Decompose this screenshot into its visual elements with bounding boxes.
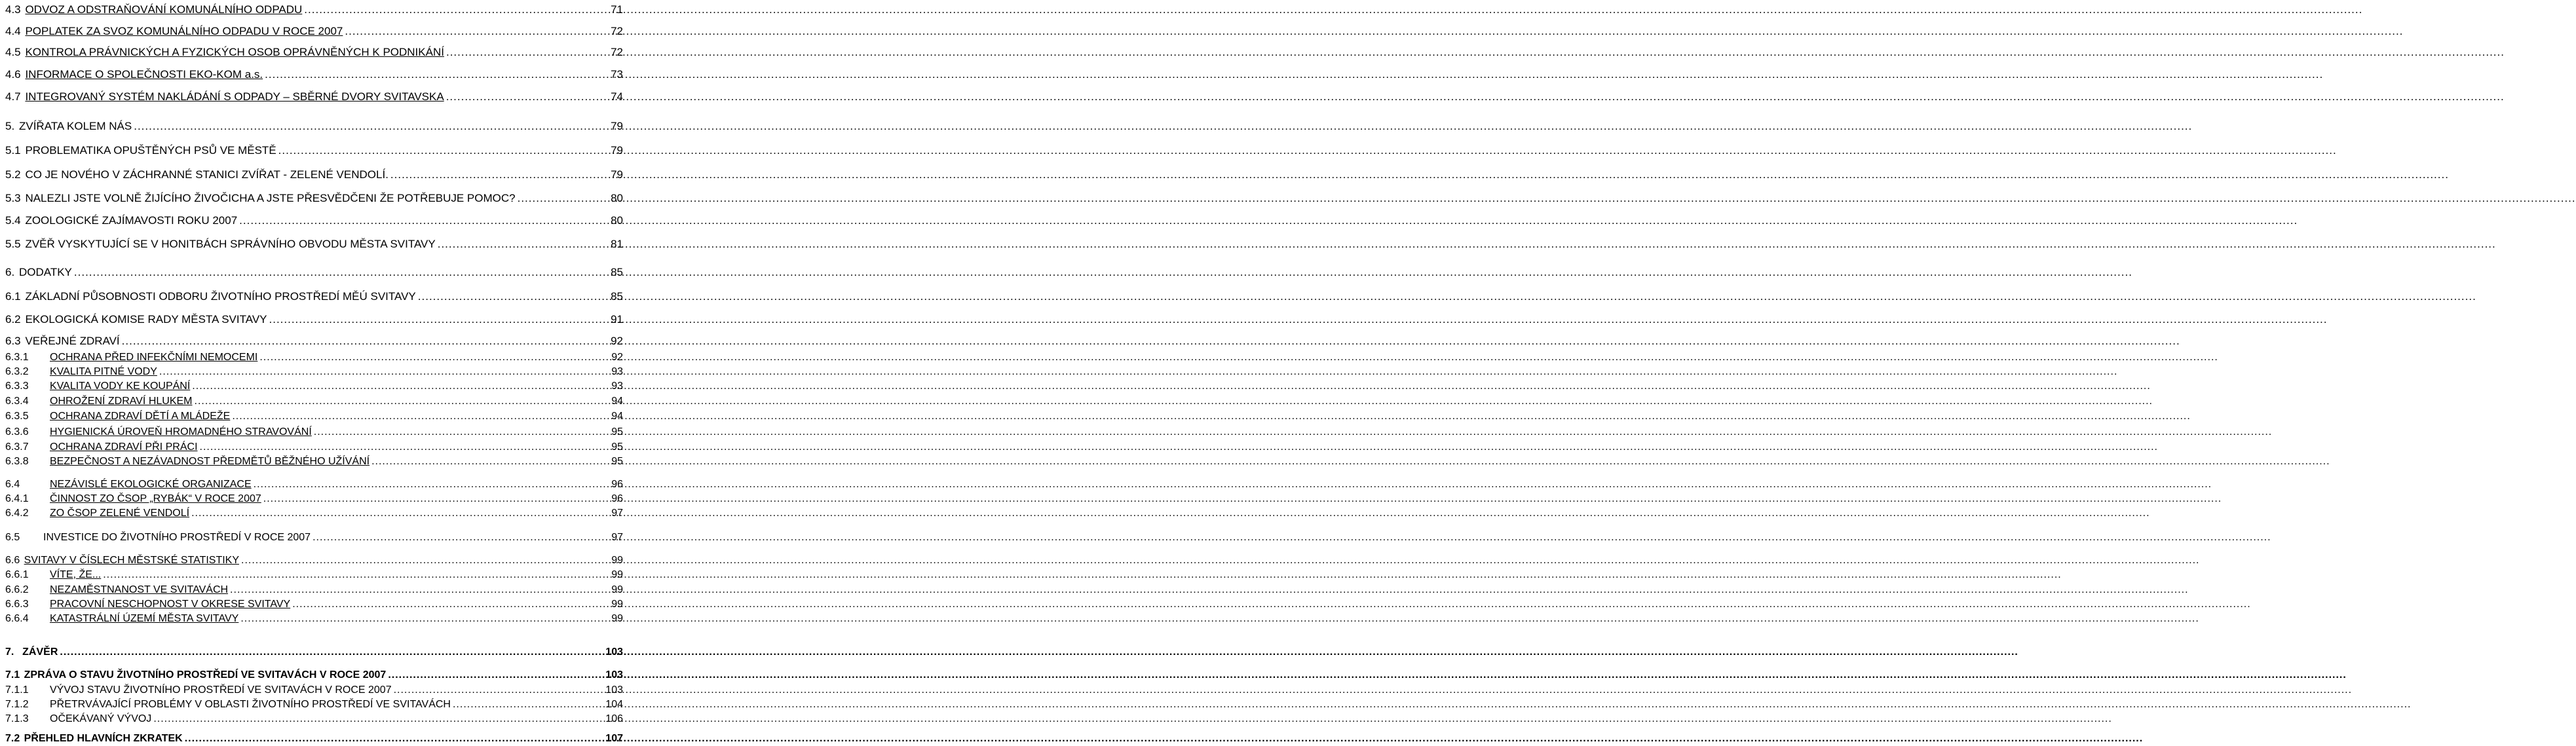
toc-leader — [259, 350, 609, 365]
toc-page-number: 99 — [611, 599, 623, 610]
toc-number: 6.3.5 — [5, 411, 29, 422]
toc-page-number: 74 — [611, 90, 623, 103]
toc-page-number: 85 — [611, 290, 623, 303]
toc-entry[interactable] — [5, 668, 623, 682]
toc-page-number: 91 — [611, 313, 623, 326]
toc-leader — [185, 732, 604, 746]
toc-number: 6.5 — [5, 532, 20, 543]
toc-number: 7.1 — [5, 669, 20, 681]
toc-entry[interactable] — [5, 45, 623, 60]
toc-entry[interactable] — [5, 477, 623, 492]
toc-entry[interactable] — [5, 553, 623, 568]
toc-number: 6.3.7 — [5, 441, 29, 453]
toc-page-number: 79 — [611, 120, 623, 132]
toc-title: KATASTRÁLNÍ ÚZEMÍ MĚSTA SVITAVY — [50, 613, 239, 624]
toc-title: OHROŽENÍ ZDRAVÍ HLUKEM — [50, 396, 193, 407]
toc-page-number: 80 — [611, 214, 623, 227]
toc-entry[interactable] — [5, 24, 623, 39]
toc-entry[interactable] — [5, 531, 623, 545]
toc-number: 6.6.2 — [5, 584, 29, 595]
toc-page-number: 92 — [611, 335, 623, 347]
toc-page-number: 73 — [611, 68, 623, 81]
toc-entry[interactable] — [5, 583, 623, 597]
toc-title: ZÁKLADNÍ PŮSOBNOSTI ODBORU ŽIVOTNÍHO PROSTŘEDÍ MĚÚ SVITAVY — [25, 290, 416, 303]
toc-page-number: 97 — [611, 508, 623, 519]
toc-title: PŘEHLED HLAVNÍCH ZKRATEK — [24, 733, 183, 744]
toc-number: 6.3.3 — [5, 381, 29, 392]
toc-leader — [192, 379, 609, 394]
toc-entry[interactable] — [5, 568, 623, 582]
toc-leader — [254, 477, 610, 492]
toc-page-number: 95 — [611, 441, 623, 453]
toc-entry[interactable] — [5, 365, 623, 379]
toc-page-number: 99 — [611, 584, 623, 595]
toc-entry[interactable] — [5, 698, 623, 712]
toc-title: ZOOLOGICKÉ ZAJÍMAVOSTI ROKU 2007 — [25, 214, 238, 227]
toc-number: 6. — [5, 266, 15, 278]
toc-leader — [446, 45, 609, 60]
toc-number: 6.6.4 — [5, 613, 29, 624]
toc-entry[interactable] — [5, 289, 623, 304]
toc-title: PŘETRVÁVAJÍCÍ PROBLÉMY V OBLASTI ŽIVOTNÍHO PROSTŘEDÍ VE SVITAVÁCH — [50, 699, 451, 710]
toc-leader — [263, 492, 609, 506]
toc-title: BEZPEČNOST A NEZÁVADNOST PŘEDMĚTŮ BĚŽNÉHO UŽÍVÁNÍ — [50, 456, 370, 467]
toc-leader — [269, 312, 609, 327]
toc-leader — [241, 553, 609, 568]
toc-title: VÍTE, ŽE... — [50, 569, 102, 580]
toc-number: 6.1 — [5, 290, 21, 303]
toc-title: PRACOVNÍ NESCHOPNOST V OKRESE SVITAVY — [50, 599, 291, 610]
toc-leader — [239, 214, 609, 228]
toc-page-number: 85 — [611, 266, 623, 278]
toc-entry[interactable] — [5, 191, 623, 206]
toc-number: 7.1.2 — [5, 699, 29, 710]
toc-title: ZO ČSOP ZELENÉ VENDOLÍ — [50, 508, 190, 519]
toc-entry[interactable] — [5, 645, 623, 660]
toc-entry[interactable] — [5, 168, 623, 182]
toc-title: ZVĚŘ VYSKYTUJÍCÍ SE V HONITBÁCH SPRÁVNÍHO OBVODU MĚSTA SVITAVY — [25, 238, 436, 250]
toc-number: 6.3.8 — [5, 456, 29, 467]
toc-title: OCHRANA ZDRAVÍ DĚTÍ A MLÁDEŽE — [50, 411, 231, 422]
toc-page-number: 80 — [611, 192, 623, 204]
toc-leader — [103, 568, 609, 582]
toc-leader — [159, 365, 609, 379]
toc-title: ZÁVĚR — [22, 646, 58, 658]
toc-entry[interactable] — [5, 312, 623, 327]
toc-entry[interactable] — [5, 683, 623, 698]
toc-title: INVESTICE DO ŽIVOTNÍHO PROSTŘEDÍ V ROCE 2007 — [43, 532, 311, 543]
toc-title: KONTROLA PRÁVNICKÝCH A FYZICKÝCH OSOB OPRÁVNĚNÝCH K PODNIKÁNÍ — [25, 46, 444, 58]
toc-leader — [153, 712, 603, 726]
toc-page-number: 94 — [611, 411, 623, 422]
toc-number: 7.1.3 — [5, 713, 29, 724]
toc-leader — [122, 334, 609, 348]
toc-number: 6.2 — [5, 313, 21, 326]
toc-entry[interactable] — [5, 237, 623, 252]
toc-number: 5.1 — [5, 144, 21, 157]
toc-entry[interactable] — [5, 732, 623, 746]
toc-leader — [438, 237, 609, 252]
toc-number: 6.6.3 — [5, 599, 29, 610]
toc-page-number: 72 — [611, 46, 623, 58]
toc-number: 4.4 — [5, 25, 21, 37]
toc-page-number: 103 — [605, 669, 623, 681]
toc-entry[interactable] — [5, 492, 623, 506]
toc-page-number: 94 — [611, 396, 623, 407]
toc-title: DODATKY — [18, 266, 72, 278]
toc-page-number: 97 — [611, 532, 623, 543]
toc-leader — [304, 3, 609, 17]
toc-number: 4.6 — [5, 68, 21, 81]
toc-entry[interactable] — [5, 506, 623, 521]
toc-page-number: 95 — [611, 426, 623, 438]
toc-page-number: 99 — [611, 555, 623, 566]
toc-entry[interactable] — [5, 350, 623, 365]
toc-number: 6.3.6 — [5, 426, 29, 438]
toc-title: ČINNOST ZO ČSOP „RYBÁK“ V ROCE 2007 — [50, 493, 261, 504]
toc-leader — [240, 612, 609, 626]
toc-page-number: 71 — [611, 3, 623, 16]
toc-leader — [134, 119, 609, 134]
toc-title: OČEKÁVANÝ VÝVOJ — [50, 713, 152, 724]
toc-entry[interactable] — [5, 334, 623, 348]
toc-page-number: 92 — [611, 352, 623, 363]
toc-leader — [191, 506, 609, 521]
toc-leader — [230, 583, 609, 597]
toc-number: 5.2 — [5, 168, 21, 181]
toc-leader — [195, 394, 610, 409]
toc-title: ODVOZ A ODSTRAŇOVÁNÍ KOMUNÁLNÍHO ODPADU — [25, 3, 303, 16]
toc-number: 6.6.1 — [5, 569, 29, 580]
toc-number: 6.4.2 — [5, 508, 29, 519]
toc-title: CO JE NOVÉHO V ZÁCHRANNÉ STANICI ZVÍŘAT - ZELENÉ VENDOLÍ. — [25, 168, 388, 181]
toc-title: INFORMACE O SPOLEČNOSTI EKO-KOM a.s. — [25, 68, 263, 81]
toc-page-number: 96 — [611, 493, 623, 504]
toc-page-number: 104 — [605, 699, 623, 710]
toc-title: KVALITA VODY KE KOUPÁNÍ — [50, 381, 191, 392]
toc-entry[interactable] — [5, 90, 623, 104]
table-of-contents — [0, 0, 629, 746]
toc-title: INTEGROVANÝ SYSTÉM NAKLÁDÁNÍ S ODPADY – SBĚRNÉ DVORY SVITAVSKA — [25, 90, 444, 103]
toc-number: 7. — [5, 646, 14, 658]
toc-number: 6.4.1 — [5, 493, 29, 504]
toc-number: 5.3 — [5, 192, 21, 204]
toc-title: EKOLOGICKÁ KOMISE RADY MĚSTA SVITAVY — [25, 313, 267, 326]
toc-number: 5. — [5, 120, 15, 132]
toc-leader — [74, 265, 609, 280]
toc-page-number: 79 — [611, 168, 623, 181]
toc-entry[interactable] — [5, 143, 623, 158]
toc-entry[interactable] — [5, 3, 623, 17]
toc-page-number: 103 — [605, 646, 623, 658]
toc-title: VÝVOJ STAVU ŽIVOTNÍHO PROSTŘEDÍ VE SVITAVÁCH V ROCE 2007 — [50, 684, 392, 696]
toc-page-number: 95 — [611, 456, 623, 467]
toc-entry[interactable] — [5, 455, 623, 469]
toc-title: NALEZLI JSTE VOLNĚ ŽIJÍCÍHO ŽIVOČICHA A JSTE PŘESVĚDČENI ŽE POTŘEBUJE POMOC? — [25, 192, 516, 204]
toc-entry[interactable] — [5, 712, 623, 726]
toc-leader — [446, 90, 609, 104]
toc-number: 5.4 — [5, 214, 21, 227]
toc-title: VEŘEJNÉ ZDRAVÍ — [25, 335, 120, 347]
toc-leader — [371, 455, 609, 469]
toc-leader — [232, 409, 609, 424]
toc-page-number: 99 — [611, 613, 623, 624]
toc-number: 4.3 — [5, 3, 21, 16]
toc-title: ZVÍŘATA KOLEM NÁS — [18, 120, 132, 132]
toc-entry[interactable] — [5, 379, 623, 394]
toc-page-number: 107 — [605, 733, 623, 744]
toc-leader — [200, 440, 610, 455]
toc-number: 4.5 — [5, 46, 21, 58]
toc-entry[interactable] — [5, 597, 623, 612]
toc-entry[interactable] — [5, 440, 623, 455]
toc-title: NEZÁVISLÉ EKOLOGICKÉ ORGANIZACE — [50, 479, 252, 490]
toc-title: HYGIENICKÁ ÚROVEŇ HROMADNÉHO STRAVOVÁNÍ — [50, 426, 312, 438]
toc-number: 6.3 — [5, 335, 21, 347]
toc-number: 6.3.1 — [5, 352, 29, 363]
toc-title: POPLATEK ZA SVOZ KOMUNÁLNÍHO ODPADU V ROCE 2007 — [25, 25, 343, 37]
toc-number: 4.7 — [5, 90, 21, 103]
toc-entry[interactable] — [5, 425, 623, 439]
toc-page-number: 93 — [611, 366, 623, 377]
toc-page-number: 96 — [611, 479, 623, 490]
toc-title: KVALITA PITNÉ VODY — [50, 366, 157, 377]
toc-title: NEZAMĚSTNANOST VE SVITAVÁCH — [50, 584, 229, 595]
toc-entry[interactable] — [5, 409, 623, 424]
toc-leader — [265, 67, 609, 82]
toc-title: OCHRANA ZDRAVÍ PŘI PRÁCI — [50, 441, 198, 453]
toc-title: PROBLEMATIKA OPUŠTĚNÝCH PSŮ VE MĚSTĚ — [25, 144, 276, 157]
toc-number: 6.6 — [5, 555, 20, 566]
toc-page-number: 72 — [611, 25, 623, 37]
toc-number: 6.4 — [5, 479, 20, 490]
toc-leader — [314, 425, 609, 439]
toc-leader — [313, 531, 609, 545]
toc-number: 7.2 — [5, 733, 20, 744]
toc-leader — [60, 645, 603, 660]
toc-leader — [388, 668, 603, 682]
toc-entry[interactable] — [5, 67, 623, 82]
toc-leader — [394, 683, 604, 698]
toc-entry[interactable] — [5, 265, 623, 280]
toc-number: 6.3.4 — [5, 396, 29, 407]
toc-leader — [292, 597, 609, 612]
toc-leader — [418, 289, 609, 304]
toc-title: ZPRÁVA O STAVU ŽIVOTNÍHO PROSTŘEDÍ VE SVITAVÁCH V ROCE 2007 — [24, 669, 387, 681]
toc-leader — [345, 24, 609, 39]
toc-number: 5.5 — [5, 238, 21, 250]
toc-page-number: 103 — [605, 684, 623, 696]
toc-title: OCHRANA PŘED INFEKČNÍMI NEMOCEMI — [50, 352, 258, 363]
toc-entry[interactable] — [5, 612, 623, 626]
toc-page-number: 79 — [611, 144, 623, 157]
toc-entry[interactable] — [5, 119, 623, 134]
toc-leader — [278, 143, 609, 158]
toc-page-number: 106 — [605, 713, 623, 724]
toc-leader — [518, 191, 609, 206]
toc-number: 7.1.1 — [5, 684, 29, 696]
toc-leader — [453, 698, 603, 712]
toc-number: 6.3.2 — [5, 366, 29, 377]
toc-entry[interactable] — [5, 394, 623, 409]
toc-entry[interactable] — [5, 214, 623, 228]
toc-page-number: 81 — [611, 238, 623, 250]
toc-page-number: 93 — [611, 381, 623, 392]
toc-leader — [390, 168, 609, 182]
toc-title: SVITAVY V ČÍSLECH MĚSTSKÉ STATISTIKY — [24, 555, 240, 566]
toc-page-number: 99 — [611, 569, 623, 580]
